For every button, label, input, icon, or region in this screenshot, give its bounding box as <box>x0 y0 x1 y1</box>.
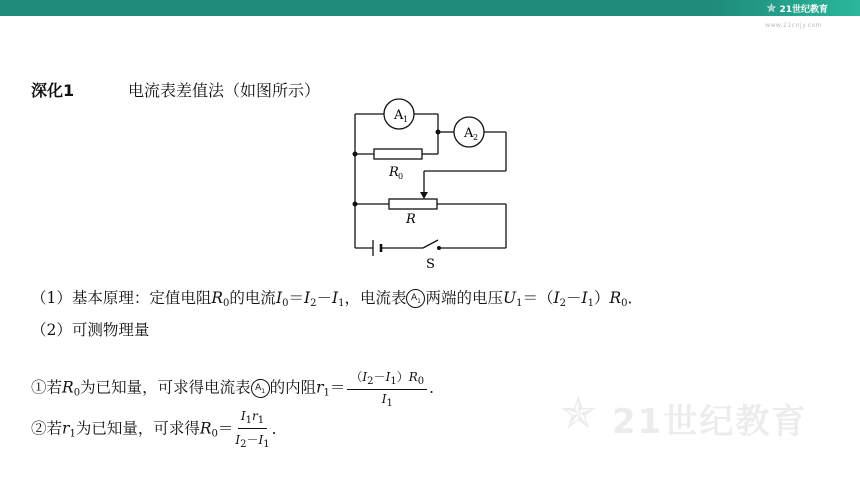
ammeter-a1-sub: 1 <box>403 115 409 124</box>
ammeter-a1-label: A <box>394 108 404 123</box>
r0-label-sub: 0 <box>398 172 404 181</box>
logo-url: www.21cnjy.com <box>765 22 822 29</box>
principle-prefix: （1）基本原理：定值电阻 <box>31 289 212 307</box>
case1-prefix: ①若 <box>31 378 63 397</box>
case2-end: ． <box>271 419 288 438</box>
measurable-heading: （2）可测物理量 <box>31 321 150 339</box>
principle-line: （1）基本原理：定值电阻$R_0$的电流$I_0=I_2-I_1$，电流表 $A_1$ 两端的电压$U_1=(I_2-I_1)R_0$． <box>31 289 644 309</box>
case1-mid2: 的内阻 <box>269 378 317 397</box>
case1-line: ①若$R_0$为已知量，可求得电流表 $A_1$ 的内阻$r_1=$ $\frac{(I_2-I_1)R_0}{I_1}$ ． <box>31 370 445 409</box>
watermark-text: 21世纪教育 <box>612 402 808 442</box>
section-label-text: 深化1 <box>31 81 75 100</box>
case1-fraction: $\frac{(I_2-I_1)R_0}{I_1}$ <box>347 368 427 409</box>
case2-prefix: ②若 <box>31 419 63 438</box>
principle-mid2: ，电流表 <box>344 289 407 307</box>
case1-end: ． <box>429 378 445 397</box>
ammeter-a2-sub: 2 <box>473 133 479 142</box>
ammeter-a1-inline-icon: $A_1$ <box>406 289 425 308</box>
circuit-diagram <box>340 96 520 276</box>
section-label <box>31 78 74 101</box>
ammeter-a2-label: A <box>464 126 474 141</box>
principle-mid1: 的电流 <box>229 289 276 307</box>
principle-end: ． <box>627 289 644 307</box>
principle-mid3: 两端的电压 <box>425 289 503 307</box>
case2-fraction: $\frac{I_1r_1}{I_2-I_1}$ <box>235 409 270 450</box>
rheostat-label: R <box>406 212 416 227</box>
ammeter-a1-inline-icon-2: $A_1$ <box>251 379 270 398</box>
watermark <box>560 388 850 458</box>
case1-mid1: 为已知量，可求得电流表 <box>80 378 251 397</box>
switch-label: S <box>426 257 435 272</box>
case2-line: ②若$r_1$为已知量，可求得$R_0=$ $\frac{I_1r_1}{I_2-I_1}$ ． <box>31 409 288 450</box>
case2-mid1: 为已知量，可求得 <box>75 419 200 438</box>
brand-logo <box>766 1 828 15</box>
watermark-logo-icon: ✯ <box>560 388 597 439</box>
rheostat-r <box>389 199 437 209</box>
runner-logo-icon: ✯ <box>766 1 777 15</box>
r0-label: R <box>389 165 399 180</box>
section-title: 电流表差值法（如图所示） <box>128 81 321 100</box>
resistor-r0 <box>374 149 422 159</box>
logo-text: 21世纪教育 <box>779 4 828 15</box>
